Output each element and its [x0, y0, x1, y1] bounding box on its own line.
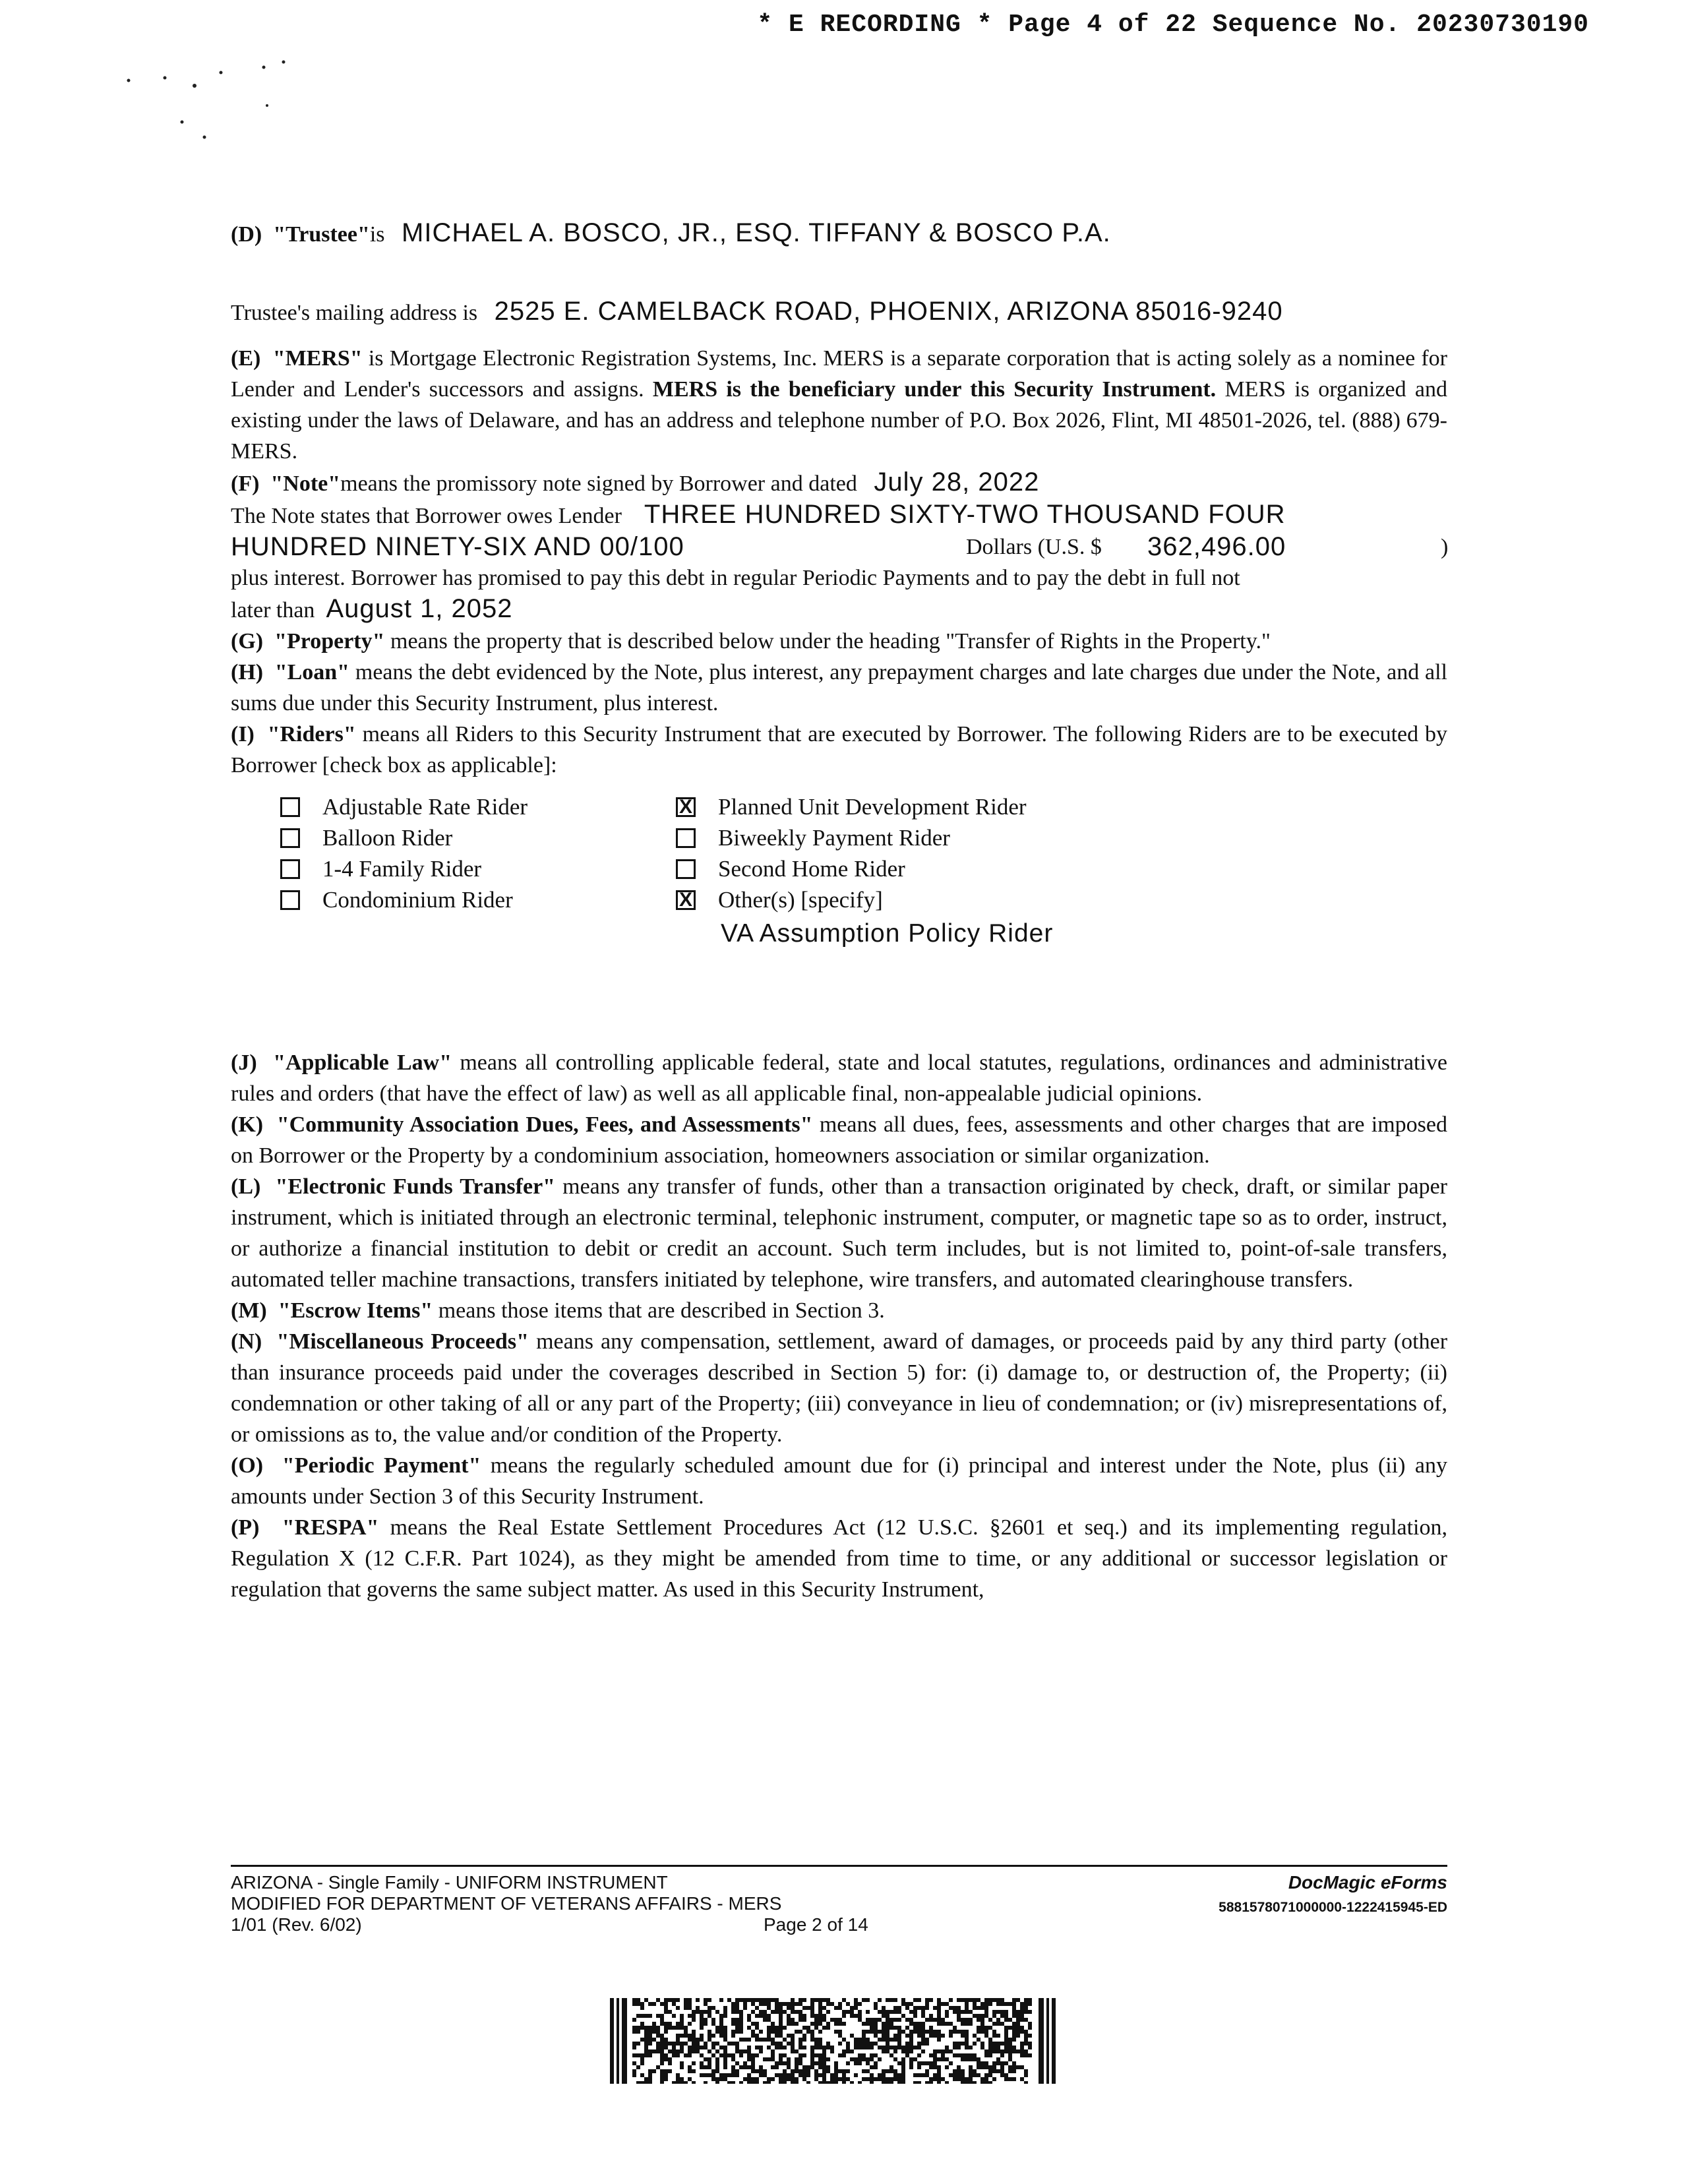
loan-amount: 362,496.00: [1147, 532, 1286, 561]
section-n: [231, 1326, 1447, 1450]
rider-label: 1-4 Family Rider: [322, 856, 482, 882]
rider-adjustable-rate[interactable]: [280, 791, 528, 822]
section-f-term: "Note": [270, 471, 341, 496]
section-p: [231, 1512, 1447, 1605]
section-p-label: (P): [231, 1515, 260, 1540]
section-o-term: "Periodic Payment": [282, 1453, 481, 1478]
trustee-address-line: [231, 296, 1447, 328]
rider-checkbox[interactable]: [280, 828, 300, 848]
section-f-line1: [231, 467, 1447, 499]
rider-second-home[interactable]: [676, 853, 1053, 884]
section-o-text: means the regularly scheduled amount due for (i) principal and interest under the Note, plus (ii) any amounts under Section 3 of this Security Instrument.: [231, 1453, 1448, 1509]
rider-checkbox[interactable]: [676, 828, 696, 848]
section-i-label: (I): [231, 722, 255, 746]
section-g-label: (G): [231, 629, 264, 653]
rider-label: Second Home Rider: [718, 856, 905, 882]
section-g: [231, 626, 1447, 657]
rider-label: Biweekly Payment Rider: [718, 825, 950, 851]
section-h-term: "Loan": [274, 660, 350, 684]
footer-form-info: [231, 1872, 781, 1935]
docmagic-logo: DocMagic eForms: [1288, 1872, 1447, 1893]
rider-checkbox[interactable]: X: [676, 797, 696, 817]
trustee-address-lead: Trustee's mailing address is: [231, 301, 478, 325]
section-p-term: "RESPA": [282, 1515, 379, 1540]
rider-balloon[interactable]: [280, 822, 528, 853]
section-i-text: means all Riders to this Security Instrument that are executed by Borrower. The following Riders are to be executed by Borrower [check box as applicable]:: [231, 722, 1448, 777]
section-l-term: "Electronic Funds Transfer": [275, 1174, 556, 1199]
section-j-text: means all controlling applicable federal, state and local statutes, regulations, ordinances and administrative rules and orders (that have the effect of law) as well as all applicable final, non-appealable judicial opinions.: [231, 1050, 1447, 1106]
rider-label: Balloon Rider: [322, 825, 453, 851]
section-k: [231, 1109, 1447, 1171]
rider-other-specified: VA Assumption Policy Rider: [721, 919, 1054, 948]
rider-checkbox[interactable]: [676, 859, 696, 879]
section-h: [231, 657, 1447, 719]
rider-checkbox[interactable]: [280, 890, 300, 910]
barcode-image: [610, 1998, 1058, 2084]
recording-header: * E RECORDING * Page 4 of 22 Sequence No. 20230730190: [757, 11, 1589, 39]
footer-line-1: ARIZONA - Single Family - UNIFORM INSTRUMENT: [231, 1872, 668, 1893]
scan-specks: [99, 53, 310, 145]
section-l-text: means any transfer of funds, other than a transaction originated by check, draft, or similar paper instrument, which is initiated through an electronic terminal, telephonic instrument, computer, or magnetic tape so as to order, instruct, or authorize a financial institution to debit or credit an account. Such term includes, but is not limited to, point-of-sale transfers, automated teller machine transactions, transfers initiated by telephone, wire transfers, and automated clearinghouse transfers.: [231, 1174, 1448, 1292]
rider-label: Other(s) [specify]: [718, 887, 883, 913]
rider-planned-unit-development[interactable]: [676, 791, 1053, 822]
rider-label: Planned Unit Development Rider: [718, 794, 1027, 820]
section-d: [231, 218, 1447, 250]
footer-doc-id: 5881578071000000-1222415945-ED: [1219, 1900, 1447, 1915]
later-lead: later than: [231, 598, 315, 622]
section-f-line3: [231, 531, 1447, 562]
footer-page-number: Page 2 of 14: [764, 1914, 868, 1935]
rider-column-left: [280, 791, 528, 915]
form-footer: [231, 1865, 1447, 1935]
rider-checkbox[interactable]: [280, 859, 300, 879]
amount-words-1: THREE HUNDRED SIXTY-TWO THOUSAND FOUR: [644, 500, 1286, 529]
rider-label: Condominium Rider: [322, 887, 513, 913]
section-f-interest: plus interest. Borrower has promised to pay this debt in regular Periodic Payments and to pay the debt in full not: [231, 566, 1240, 590]
section-i-term: "Riders": [267, 722, 356, 746]
rider-other[interactable]: [676, 884, 1053, 915]
trustee-address: 2525 E. CAMELBACK ROAD, PHOENIX, ARIZONA 85016-9240: [494, 297, 1283, 326]
section-f-label: (F): [231, 471, 260, 496]
rider-checkbox[interactable]: X: [676, 890, 696, 910]
footer-line-2: MODIFIED FOR DEPARTMENT OF VETERANS AFFAIRS - MERS: [231, 1893, 782, 1914]
footer-line-3: 1/01 (Rev. 6/02): [231, 1914, 362, 1935]
rider-biweekly-payment[interactable]: [676, 822, 1053, 853]
section-e-text2: MERS is organized and existing under the laws of Delaware, and has an address and telephone number of P.O. Box 2026, Flint, MI 48501-2026, tel. (888) 679-MERS.: [231, 377, 1447, 464]
section-f-lead: means the promissory note signed by Borrower and dated: [340, 471, 857, 496]
section-p-text: means the Real Estate Settlement Procedures Act (12 U.S.C. §2601 et seq.) and its implementing regulation, Regulation X (12 C.F.R. Part 1024), as they might be amended from time to time, or any additional or successor legislation or regulation that governs the same subject matter. As used in this Security Instrument,: [231, 1515, 1447, 1602]
rider-1-4-family[interactable]: [280, 853, 528, 884]
section-l: [231, 1171, 1447, 1295]
amount-close-paren: ): [1441, 535, 1449, 559]
maturity-date: August 1, 2052: [326, 594, 513, 623]
section-g-term: "Property": [274, 629, 385, 653]
rider-checklist: [231, 791, 1447, 950]
dollars-lead: Dollars (U.S. $: [966, 535, 1102, 559]
rider-column-right: [676, 791, 1053, 949]
section-i: [231, 719, 1447, 781]
section-d-term: "Trustee": [273, 222, 370, 247]
owes-lead: The Note states that Borrower owes Lender: [231, 504, 622, 528]
rider-condominium[interactable]: [280, 884, 528, 915]
section-o-label: (O): [231, 1453, 264, 1478]
section-f-line5: [231, 593, 1447, 626]
section-e-text1: is Mortgage Electronic Registration Systems, Inc. MERS is a separate corporation that is acting solely as a nominee for Lender and Lender's successors and assigns.: [231, 346, 1447, 402]
section-l-label: (L): [231, 1174, 261, 1199]
section-d-label: (D): [231, 222, 262, 247]
rider-checkbox[interactable]: [280, 797, 300, 817]
section-m-term: "Escrow Items": [278, 1298, 433, 1323]
section-e: [231, 343, 1447, 467]
section-k-label: (K): [231, 1112, 264, 1137]
note-date: July 28, 2022: [874, 468, 1040, 497]
definitions-j-to-p: [231, 1047, 1447, 1605]
section-j-label: (J): [231, 1050, 257, 1075]
section-m-label: (M): [231, 1298, 267, 1323]
trustee-name: MICHAEL A. BOSCO, JR., ESQ. TIFFANY & BOSCO P.A.: [402, 218, 1111, 247]
section-h-text: means the debt evidenced by the Note, plus interest, any prepayment charges and late charges due under the Note, and all sums due under this Security Instrument, plus interest.: [231, 660, 1448, 715]
rider-label: Adjustable Rate Rider: [322, 794, 528, 820]
section-m-text: means those items that are described in Section 3.: [433, 1298, 885, 1323]
section-k-term: "Community Association Dues, Fees, and Assessments": [276, 1112, 813, 1137]
section-o: [231, 1450, 1447, 1512]
section-n-term: "Miscellaneous Proceeds": [276, 1329, 529, 1354]
section-e-term: "MERS": [272, 346, 363, 371]
section-e-bold: MERS is the beneficiary under this Security Instrument.: [652, 377, 1217, 402]
section-e-label: (E): [231, 346, 261, 371]
section-k-text: means all dues, fees, assessments and other charges that are imposed on Borrower or the Property by a condominium association, homeowners association or similar organization.: [231, 1112, 1448, 1168]
section-j-term: "Applicable Law": [273, 1050, 452, 1075]
amount-words-2: HUNDRED NINETY-SIX AND 00/100: [231, 532, 684, 561]
section-n-label: (N): [231, 1329, 262, 1354]
section-j: [231, 1047, 1447, 1109]
document-body: [231, 218, 1447, 1605]
section-g-text: means the property that is described below under the heading "Transfer of Rights in the Property.": [384, 629, 1271, 653]
section-h-label: (H): [231, 660, 264, 684]
section-m: [231, 1295, 1447, 1326]
section-n-text: means any compensation, settlement, award of damages, or proceeds paid by any third party (other than insurance proceeds paid under the coverages described in Section 5) for: (i) damage to, or destruction of, the Property; (ii) condemnation or other taking of all or any part of the Property; (iii) conveyance in lieu of condemnation; or (iv) misrepresentations of, or omissions as to, the value and/or condition of the Property.: [231, 1329, 1448, 1447]
footer-brand-block: [1219, 1872, 1447, 1918]
section-f-line2: [231, 499, 1447, 531]
section-d-lead: is: [369, 222, 385, 247]
